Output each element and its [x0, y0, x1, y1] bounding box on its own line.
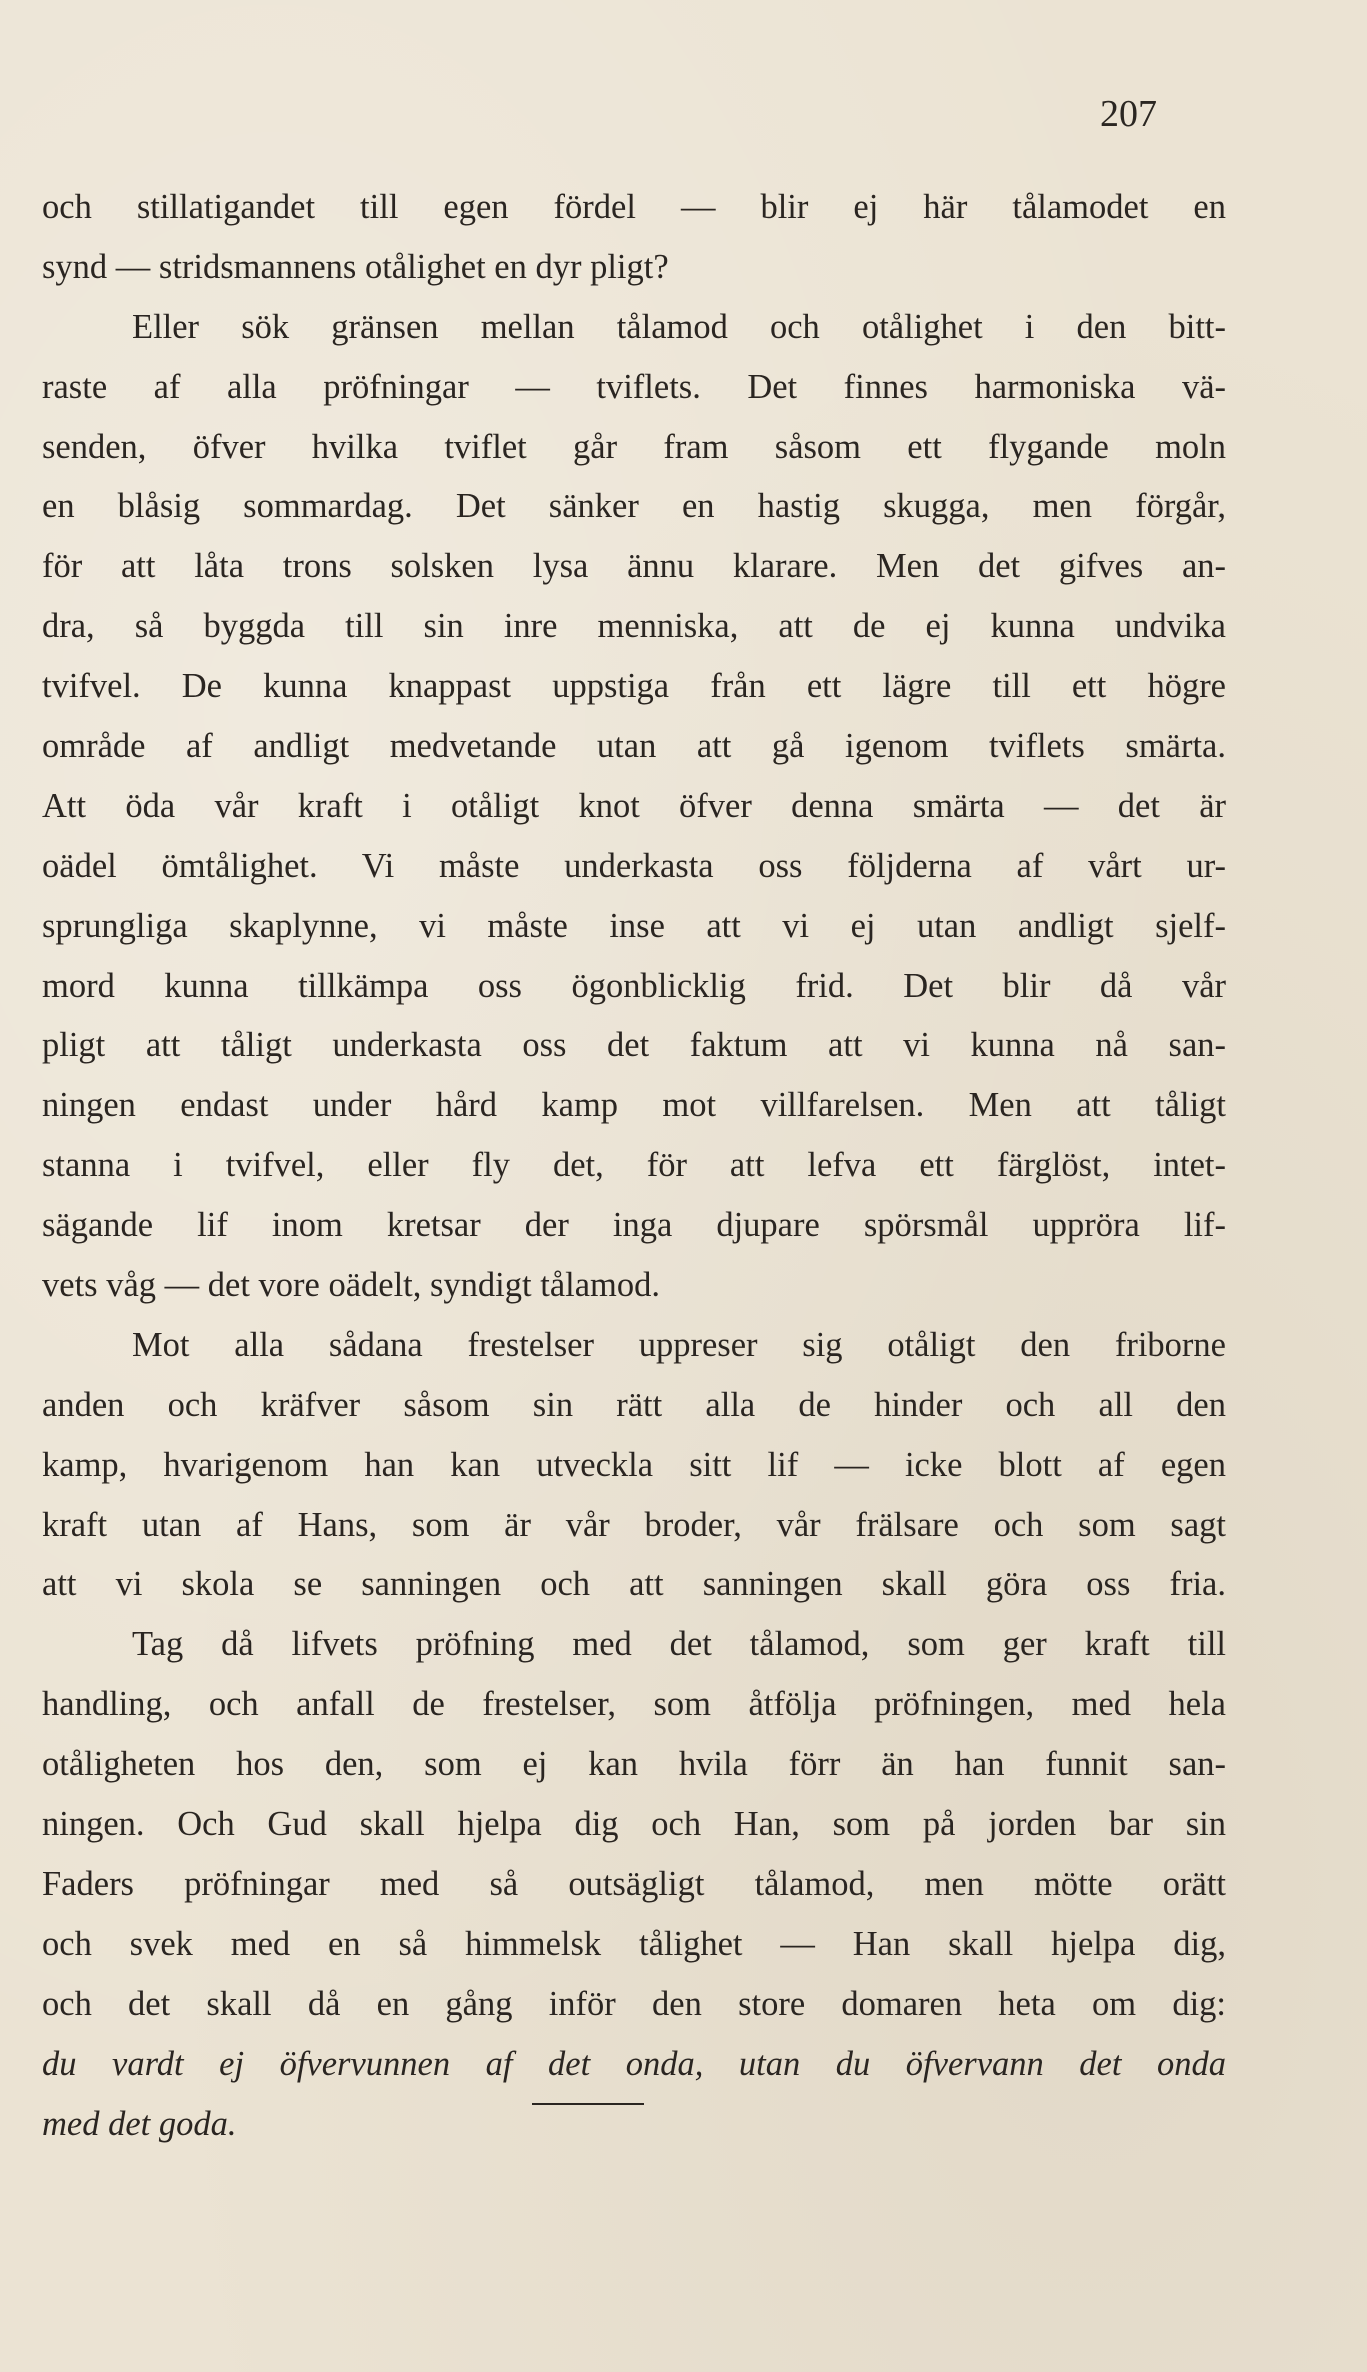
- text-line: ningen endast under hård kamp mot villfarelsen. Men att tåligt: [42, 1086, 1226, 1125]
- text-line: sprungliga skaplynne, vi måste inse att vi ej utan andligt sjelf-: [42, 906, 1226, 945]
- text-line: och stillatigandet till egen fördel — blir ej här tålamodet en: [42, 188, 1226, 226]
- text-line: sägande lif inom kretsar der inga djupare spörsmål uppröra lif-: [42, 1206, 1226, 1245]
- text-line: synd — stridsmannens otålighet en dyr pligt?: [42, 247, 669, 286]
- text-line: att vi skola se sanningen och att sanningen skall göra oss fria.: [42, 1565, 1226, 1604]
- text-line: ningen. Och Gud skall hjelpa dig och Han, som på jorden bar sin: [42, 1805, 1226, 1844]
- page-number: 207: [1100, 93, 1157, 135]
- text-line: vets våg — det vore oädelt, syndigt tålamod.: [42, 1266, 660, 1305]
- text-line: Att öda vår kraft i otåligt knot öfver denna smärta — det är: [42, 786, 1226, 825]
- text-line: och svek med en så himmelsk tålighet — Han skall hjelpa dig,: [42, 1924, 1226, 1963]
- text-line: senden, öfver hvilka tviflet går fram såsom ett flygande moln: [42, 427, 1226, 466]
- text-line: du vardt ej öfvervunnen af det onda, utan du öfvervann det onda: [42, 2044, 1226, 2083]
- text-line: dra, så byggda till sin inre menniska, att de ej kunna undvika: [42, 607, 1226, 646]
- text-line: kraft utan af Hans, som är vår broder, vår frälsare och som sagt: [42, 1505, 1226, 1544]
- text-line: en blåsig sommardag. Det sänker en hastig skugga, men förgår,: [42, 487, 1226, 526]
- text-line: Faders pröfningar med så outsägligt tålamod, men mötte orätt: [42, 1864, 1226, 1903]
- text-line: och det skall då en gång inför den store domaren heta om dig:: [42, 1984, 1226, 2023]
- end-rule: [532, 2103, 644, 2105]
- text-line: handling, och anfall de frestelser, som åtfölja pröfningen, med hela: [42, 1685, 1226, 1724]
- text-line: med det goda.: [42, 2104, 237, 2143]
- text-line: kamp, hvarigenom han kan utveckla sitt lif — icke blott af egen: [42, 1445, 1226, 1484]
- text-line: Eller sök gränsen mellan tålamod och otålighet i den bitt-: [132, 307, 1226, 346]
- text-line: område af andligt medvetande utan att gå igenom tviflets smärta.: [42, 727, 1226, 766]
- text-line: för att låta trons solsken lysa ännu klarare. Men det gifves an-: [42, 547, 1226, 586]
- text-line: tvifvel. De kunna knappast uppstiga från ett lägre till ett högre: [42, 667, 1226, 706]
- text-line: Mot alla sådana frestelser uppreser sig otåligt den friborne: [132, 1325, 1226, 1364]
- text-line: mord kunna tillkämpa oss ögonblicklig frid. Det blir då vår: [42, 966, 1226, 1005]
- text-line: raste af alla pröfningar — tviflets. Det finnes harmoniska vä-: [42, 367, 1226, 406]
- text-line: anden och kräfver såsom sin rätt alla de hinder och all den: [42, 1385, 1226, 1424]
- text-line: pligt att tåligt underkasta oss det faktum att vi kunna nå san-: [42, 1026, 1226, 1065]
- text-line: stanna i tvifvel, eller fly det, för att lefva ett färglöst, intet-: [42, 1146, 1226, 1185]
- text-line: Tag då lifvets pröfning med det tålamod, som ger kraft till: [132, 1625, 1226, 1664]
- text-line: otåligheten hos den, som ej kan hvila förr än han funnit san-: [42, 1745, 1226, 1784]
- text-line: oädel ömtålighet. Vi måste underkasta oss följderna af vårt ur-: [42, 846, 1226, 885]
- body-text: [42, 178, 1226, 2154]
